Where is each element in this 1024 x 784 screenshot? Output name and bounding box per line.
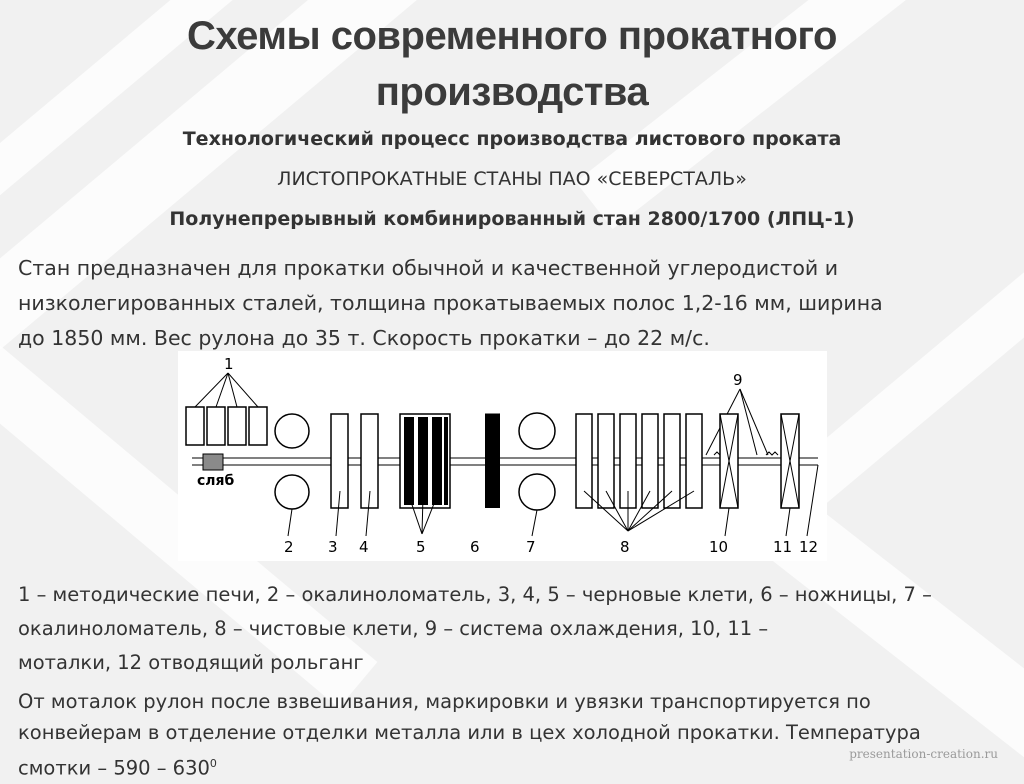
reheating-furnaces [186, 373, 267, 445]
description-line: до 1850 мм. Вес рулона до 35 т. Скорость прокатки – до 22 м/с. [18, 326, 710, 350]
slab [203, 454, 223, 470]
description-line: Стан предназначен для прокатки обычной и качественной углеродистой и [18, 256, 839, 280]
label-12: 12 [799, 538, 819, 556]
description-paragraph [18, 251, 1018, 356]
title-line-1: Схемы современного прокатного [187, 14, 837, 58]
shears-6 [485, 413, 500, 508]
runout-table-12 [807, 465, 818, 536]
legend-line: окалиноломатель, 8 – чистовые клети, 9 – система охлаждения, 10, 11 – [18, 617, 769, 640]
subtitle-process: Технологический процесс производства листового проката [182, 128, 842, 150]
subtitle-mills: ЛИСТОПРОКАТНЫЕ СТАНЫ ПАО «СЕВЕРСТАЛЬ» [277, 168, 747, 190]
scale-breaker-2 [275, 414, 309, 536]
finishing-stands-8 [576, 414, 702, 531]
roughing-stands-5 [400, 414, 450, 534]
roughing-stand-4 [361, 414, 378, 536]
coiler-11 [781, 414, 799, 536]
legend-line: 1 – методические печи, 2 – окалиноломатель, 3, 4, 5 – черновые клети, 6 – ножницы, 7 – [18, 583, 932, 606]
label-1: 1 [224, 355, 234, 373]
rolling-mill-diagram [178, 351, 827, 561]
label-2: 2 [284, 538, 294, 556]
label-7: 7 [526, 538, 536, 556]
transport-paragraph [18, 686, 1018, 784]
label-4: 4 [359, 538, 369, 556]
label-5: 5 [416, 538, 426, 556]
legend-paragraph [18, 578, 1018, 680]
coiler-10 [720, 414, 738, 536]
watermark: presentation-creation.ru [849, 747, 998, 761]
transport-line: конвейерам в отделение отделки металла или в цех холодной прокатки. Температура [18, 721, 921, 744]
label-11: 11 [773, 538, 793, 556]
scale-breaker-7 [519, 413, 555, 536]
legend-line: моталки, 12 отводящий рольганг [18, 651, 364, 674]
cooling-system-9 [706, 389, 778, 455]
roughing-stand-3 [331, 414, 348, 536]
transport-line: От моталок рулон после взвешивания, маркировки и увязки транспортируется по [18, 690, 871, 713]
description-line: низколегированных сталей, толщина прокатываемых полос 1,2-16 мм, ширина [18, 291, 883, 315]
degree-superscript: 0 [209, 757, 217, 770]
label-10: 10 [709, 538, 729, 556]
label-8: 8 [620, 538, 630, 556]
slide-title [0, 8, 1024, 120]
label-9: 9 [733, 371, 743, 389]
transport-line: смотки – 590 – 630 [18, 756, 210, 780]
label-3: 3 [328, 538, 338, 556]
subtitle-mill-name: Полунепрерывный комбинированный стан 2800/1700 (ЛПЦ-1) [169, 208, 855, 230]
label-6: 6 [470, 538, 480, 556]
title-line-2: производства [375, 70, 649, 114]
slab-label: сляб [197, 473, 235, 489]
